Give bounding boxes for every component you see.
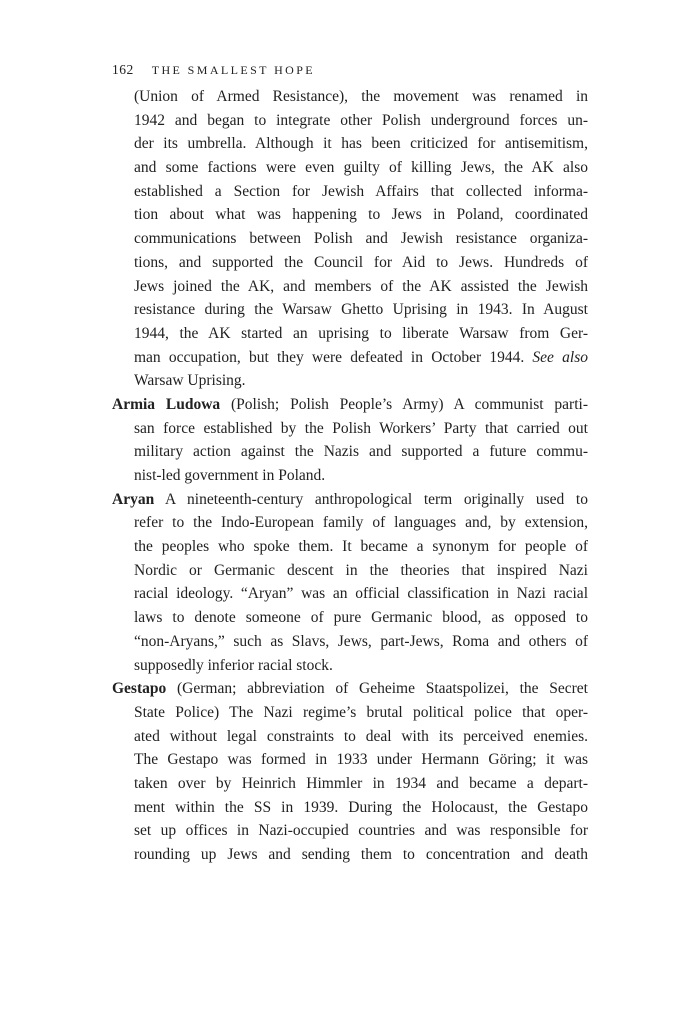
text-segment: ment within the SS in 1939. During the Holocaust, the Gestapo <box>134 798 588 816</box>
text-segment: established a Section for Jewish Affairs that collected informa- <box>134 182 588 200</box>
text-line <box>112 417 588 441</box>
glossary-entry <box>112 677 588 867</box>
text-line <box>112 748 588 772</box>
text-line <box>112 796 588 820</box>
text-line <box>112 535 588 559</box>
text-line <box>112 464 588 488</box>
text-segment: (German; abbreviation of Geheime Staatspolizei, the Secret <box>166 680 588 698</box>
text-segment: rounding up Jews and sending them to concentration and death <box>134 846 588 863</box>
text-line <box>112 677 588 701</box>
text-line <box>112 819 588 843</box>
text-segment: The Gestapo was formed in 1933 under Hermann Göring; it was <box>134 751 588 769</box>
text-segment: (Polish; Polish People’s Army) A communist parti- <box>220 395 588 413</box>
text-segment: set up offices in Nazi-occupied countries and was responsible for <box>134 822 588 840</box>
text-line <box>112 654 588 678</box>
text-segment: resistance during the Warsaw Ghetto Uprising in 1943. In August <box>134 301 588 319</box>
text-segment: 1942 and began to integrate other Polish underground forces un- <box>134 111 588 129</box>
text-segment: refer to the Indo-European family of languages and, by extension, <box>134 514 588 532</box>
text-segment: ated without legal constraints to deal with its perceived enemies. <box>134 727 588 745</box>
text-line <box>112 488 588 512</box>
text-line <box>112 582 588 606</box>
text-segment: Jews joined the AK, and members of the AK assisted the Jewish <box>134 277 588 295</box>
text-line <box>112 393 588 417</box>
text-segment: A nineteenth-century anthropological term originally used to <box>154 490 588 508</box>
text-line <box>112 511 588 535</box>
text-segment: “non-Aryans,” such as Slavs, Jews, part-Jews, Roma and others of <box>134 632 588 650</box>
text-segment: taken over by Heinrich Himmler in 1934 and became a depart- <box>134 774 588 792</box>
text-segment: nist-led government in Poland. <box>134 467 326 484</box>
text-segment: man occupation, but they were defeated in October 1944. <box>134 348 533 366</box>
text-segment: the peoples who spoke them. It became a synonym for people of <box>134 538 588 556</box>
text-line <box>112 606 588 630</box>
text-segment: military action against the Nazis and supported a future commu- <box>134 443 588 461</box>
text-segment: Warsaw Uprising. <box>134 372 246 390</box>
entry-headword: Gestapo <box>112 680 167 698</box>
text-line <box>112 275 588 299</box>
text-line <box>112 559 588 583</box>
text-segment: Nordic or Germanic descent in the theories that inspired Nazi <box>134 561 588 579</box>
text-line <box>112 843 588 867</box>
text-segment: (Union of Armed Resistance), the movement was renamed in <box>134 88 588 105</box>
text-line <box>112 85 588 109</box>
text-segment: racial ideology. “Aryan” was an official classification in Nazi racial <box>134 585 588 603</box>
text-line <box>112 369 588 393</box>
text-segment: laws to denote someone of pure Germanic blood, as opposed to <box>134 609 588 627</box>
text-line <box>112 322 588 346</box>
text-line <box>112 701 588 725</box>
text-line <box>112 725 588 749</box>
text-line <box>112 109 588 133</box>
entry-headword: Aryan <box>112 490 155 508</box>
page-header <box>112 62 315 77</box>
page-number: 162 <box>112 62 134 77</box>
text-segment: tion about what was happening to Jews in Poland, coordinated <box>134 206 588 224</box>
text-line <box>112 630 588 654</box>
text-line <box>112 180 588 204</box>
italic-cross-reference: See also <box>532 348 588 366</box>
text-line <box>112 251 588 275</box>
text-segment: 1944, the AK started an uprising to liberate Warsaw from Ger- <box>134 324 588 342</box>
glossary-entry <box>112 488 588 678</box>
text-line <box>112 227 588 251</box>
entry-headword: Armia Ludowa <box>112 395 221 413</box>
text-block <box>112 85 588 867</box>
text-line <box>112 440 588 464</box>
text-line <box>112 156 588 180</box>
text-line <box>112 132 588 156</box>
continued-paragraph <box>112 85 588 393</box>
running-title: THE SMALLEST HOPE <box>151 63 315 77</box>
text-line <box>112 772 588 796</box>
text-line <box>112 203 588 227</box>
text-segment: and some factions were even guilty of killing Jews, the AK also <box>134 159 588 177</box>
text-segment: san force established by the Polish Workers’ Party that carried out <box>134 419 588 437</box>
text-line <box>112 346 588 370</box>
text-segment: communications between Polish and Jewish resistance organiza- <box>134 230 588 248</box>
text-line <box>112 298 588 322</box>
text-segment: supposedly inferior racial stock. <box>134 656 333 674</box>
glossary-entry <box>112 393 588 488</box>
text-segment: tions, and supported the Council for Aid to Jews. Hundreds of <box>134 253 588 271</box>
text-segment: der its umbrella. Although it has been criticized for antisemitism, <box>134 135 588 153</box>
text-segment: State Police) The Nazi regime’s brutal political police that oper- <box>134 703 588 721</box>
